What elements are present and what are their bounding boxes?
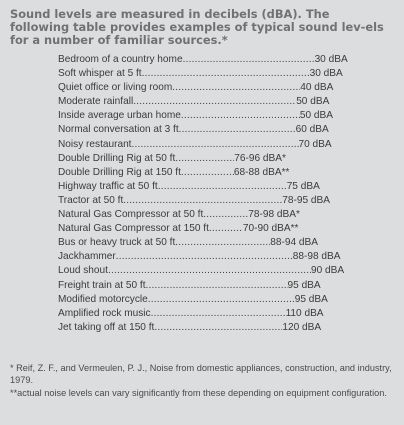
row-source: Modified motorcycle: [58, 293, 148, 305]
table-row: [58, 95, 388, 109]
row-source: Jet taking off at 150 ft: [58, 321, 155, 333]
leader-dots: [142, 67, 310, 81]
leader-dots: [108, 264, 311, 278]
row-source: Bus or heavy truck at 50 ft: [58, 237, 176, 249]
table-row: [58, 53, 388, 67]
row-value: 95 dBA: [287, 279, 321, 291]
table-row: [58, 81, 388, 95]
row-value: 75 dBA: [286, 180, 320, 192]
row-value: 95 dBA: [294, 293, 328, 305]
row-value: 78-95 dBA: [282, 194, 330, 206]
row-value: 90 dBA: [310, 265, 345, 277]
row-source: Double Drilling Rig at 150 ft: [58, 166, 181, 178]
row-value: 68-88 dBA**: [233, 166, 290, 178]
row-source: Noisy restaurant: [58, 138, 132, 150]
table-row: [58, 321, 388, 335]
table-row: [58, 194, 388, 208]
leader-dots: [172, 81, 300, 95]
leader-dots: [209, 222, 243, 236]
leader-dots: [116, 250, 293, 264]
table-row: [58, 279, 388, 293]
table-row: [58, 307, 388, 321]
table-row: [58, 138, 388, 152]
table-row: [58, 264, 388, 278]
footnote-variation: **actual noise levels can vary significantly from these depending on equipment configuration.: [10, 387, 387, 398]
row-value: 30 dBA: [314, 54, 348, 65]
leader-dots: [175, 236, 270, 250]
footnote-reference: * Reif, Z. F., and Vermeulen, P. J., Noise from domestic appliances, construction, and industry, 1979.: [10, 363, 392, 386]
row-value: 110 dBA: [285, 307, 324, 319]
table-row: [58, 152, 388, 166]
leader-dots: [158, 180, 287, 194]
table-row: [58, 67, 388, 81]
leader-dots: [181, 166, 234, 180]
row-value: 40 dBA: [300, 82, 334, 94]
row-source: Highway traffic at 50 ft: [58, 180, 158, 192]
row-value: 78-98 dBA*: [248, 209, 300, 221]
leader-dots: [148, 293, 295, 307]
row-source: Tractor at 50 ft: [58, 194, 124, 206]
row-source: Soft whisper at 5 ft: [58, 68, 142, 80]
table-row: [58, 166, 388, 180]
table-row: [58, 208, 388, 222]
table-row: [58, 180, 388, 194]
row-value: 76-96 dBA*: [234, 152, 286, 164]
table-row: [58, 236, 388, 250]
leader-dots: [133, 95, 296, 109]
leader-dots: [132, 138, 299, 152]
row-source: Loud shout: [58, 265, 108, 277]
leader-dots: [179, 123, 296, 137]
leader-dots: [203, 208, 248, 222]
row-value: 60 dBA: [295, 124, 329, 136]
row-value: 88-94 dBA: [270, 237, 318, 249]
intro-heading: Sound levels are measured in decibels (dBA). The following table provides examples of typical sound lev-els for a number of familiar sources.*: [10, 7, 384, 47]
table-row: [58, 109, 388, 123]
row-source: Quiet office or living room: [58, 82, 173, 94]
row-source: Amplified rock music: [58, 307, 151, 319]
leader-dots: [151, 307, 286, 321]
row-value: 50 dBA: [296, 96, 330, 108]
row-source: Natural Gas Compressor at 50 ft: [58, 209, 204, 221]
leader-dots: [123, 194, 282, 208]
table-row: [58, 250, 388, 264]
row-source: Normal conversation at 3 ft: [58, 124, 179, 136]
leader-dots: [181, 109, 300, 123]
row-source: Moderate rainfall: [58, 96, 134, 108]
table-row: [58, 123, 388, 137]
leader-dots: [183, 53, 315, 67]
row-source: Freight train at 50 ft: [58, 279, 146, 291]
row-source: Inside average urban home: [58, 110, 181, 122]
row-value: 70-90 dBA**: [242, 223, 299, 235]
table-row: [58, 293, 388, 307]
row-source: Natural Gas Compressor at 150 ft: [58, 223, 209, 235]
row-value: 50 dBA: [299, 110, 334, 122]
footnotes: [10, 362, 395, 399]
leader-dots: [154, 321, 282, 335]
row-value: 30 dBA: [309, 68, 343, 80]
leader-dots: [146, 279, 288, 293]
row-value: 70 dBA: [298, 138, 332, 150]
row-value: 88-98 dBA: [292, 251, 341, 263]
leader-dots: [175, 152, 234, 166]
sound-level-table: [58, 53, 388, 335]
table-row: [58, 222, 388, 236]
row-value: 120 dBA: [282, 321, 322, 333]
row-source: Jackhammer: [58, 251, 116, 263]
row-source: Bedroom of a country home: [58, 54, 183, 65]
row-source: Double Drilling Rig at 50 ft: [58, 152, 176, 164]
